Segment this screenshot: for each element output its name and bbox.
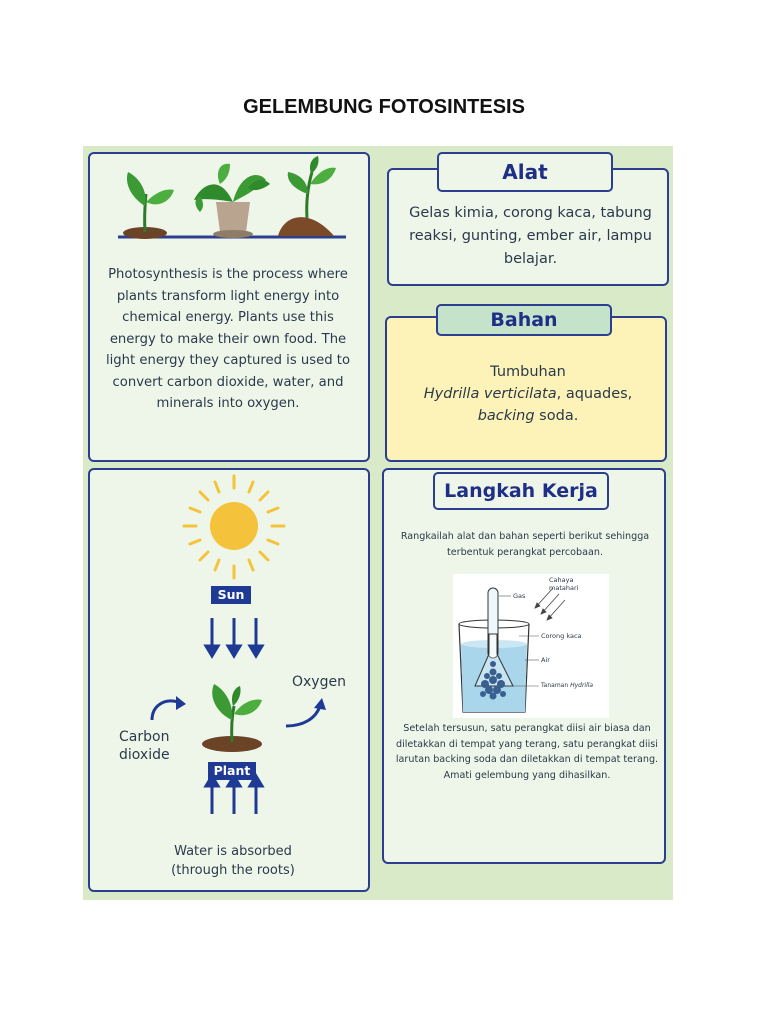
cahaya-line-2: matahari bbox=[549, 584, 579, 592]
soda-word: soda. bbox=[534, 408, 579, 424]
figure-label-gas: Gas bbox=[513, 592, 526, 600]
figure-label-corong: Corong kaca bbox=[541, 632, 582, 640]
bahan-line-1: Tumbuhan bbox=[490, 364, 566, 380]
experiment-illustration bbox=[453, 574, 609, 718]
alat-heading: Alat bbox=[437, 152, 613, 192]
soil-mound bbox=[278, 217, 334, 236]
page-title: GELEMBUNG FOTOSINTESIS bbox=[243, 96, 525, 118]
hydrilla-word: Hydrilla bbox=[570, 682, 594, 689]
co2-label bbox=[119, 728, 170, 764]
pot bbox=[216, 202, 250, 232]
backing-word: backing bbox=[477, 408, 535, 424]
experiment-figure bbox=[453, 574, 609, 718]
leaf bbox=[127, 172, 146, 206]
co2-arrow-icon bbox=[152, 701, 178, 720]
figure-label-tanaman bbox=[541, 682, 593, 689]
sun-disc bbox=[210, 502, 258, 550]
tanaman-word: Tanaman bbox=[541, 682, 569, 689]
plants-illustration bbox=[90, 154, 368, 254]
plant-badge: Plant bbox=[208, 762, 256, 780]
alat-items: Gelas kimia, corong kaca, tabung reaksi, gunting, ember air, lampu belajar. bbox=[409, 205, 652, 267]
down-arrows-icon bbox=[206, 618, 262, 656]
up-arrows-icon bbox=[206, 776, 262, 814]
figure-label-air: Air bbox=[541, 656, 550, 664]
langkah-heading: Langkah Kerja bbox=[433, 472, 609, 510]
step-2-text: Setelah tersusun, satu perangkat diisi air biasa dan diletakkan di tempat yang terang, satu perangkat diisi larutan backing soda dan diletakkan di tempat terang. Amati gelembung yang dihasilkan. bbox=[395, 723, 659, 781]
oxygen-arrow-icon bbox=[286, 706, 320, 726]
co2-line-2: dioxide bbox=[119, 747, 170, 763]
oxygen-label: Oxygen bbox=[292, 674, 346, 690]
bahan-text bbox=[403, 361, 653, 427]
bahan-line-2 bbox=[403, 383, 653, 405]
co2-line-1: Carbon bbox=[119, 729, 170, 745]
photosynthesis-text: Photosynthesis is the process where plants transform light energy into chemical energy. Plants use this energy to make their own food. The light energy they captured is used to convert carbon dioxide, water, and minerals into oxygen. bbox=[105, 267, 351, 411]
step-1-text: Rangkailah alat dan bahan seperti berikut sehingga terbentuk perangkat percobaan. bbox=[400, 531, 650, 558]
poster bbox=[83, 146, 673, 900]
bahan-heading: Bahan bbox=[436, 304, 612, 336]
leaf bbox=[146, 190, 174, 205]
bahan-line-2-rest: , aquades, bbox=[556, 386, 633, 402]
species-name: Hydrilla verticilata bbox=[423, 386, 557, 402]
figure-label-cahaya bbox=[549, 576, 578, 592]
sun-badge: Sun bbox=[211, 586, 251, 604]
light-rays-icon bbox=[535, 588, 565, 620]
water-label bbox=[165, 842, 301, 880]
leaf bbox=[288, 172, 308, 194]
bahan-line-3 bbox=[403, 405, 653, 427]
plant-icon bbox=[202, 684, 262, 752]
water-line-1: Water is absorbed bbox=[174, 844, 292, 859]
cahaya-line-1: Cahaya bbox=[549, 576, 574, 584]
water-line-2: (through the roots) bbox=[171, 863, 295, 878]
